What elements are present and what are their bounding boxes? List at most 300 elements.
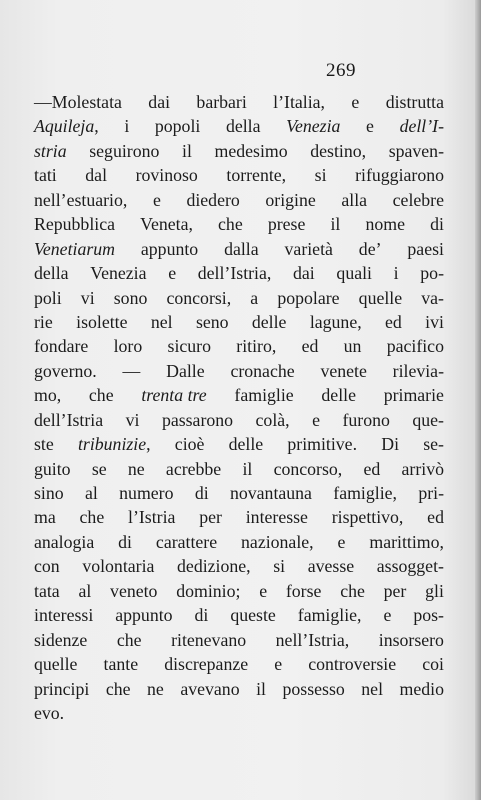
word <box>387 334 444 358</box>
text: seguirono <box>89 140 160 161</box>
word <box>229 432 264 456</box>
text: loro <box>113 336 143 357</box>
word <box>85 163 107 187</box>
text: distrutta <box>385 92 444 112</box>
word <box>156 530 217 554</box>
word <box>115 603 172 627</box>
italic-text: dell’I- <box>399 116 444 137</box>
text: —Molestata <box>34 92 122 112</box>
text: pacifico <box>386 336 444 357</box>
text: della <box>34 263 69 284</box>
word <box>333 481 397 505</box>
word <box>218 212 243 236</box>
text: i <box>124 116 130 137</box>
word <box>427 505 444 529</box>
text: dell’Istria <box>34 409 104 430</box>
word <box>393 188 444 212</box>
text: e <box>168 263 177 284</box>
text: Venezia <box>90 263 147 284</box>
word <box>177 554 251 578</box>
word <box>147 677 164 701</box>
word <box>34 432 54 456</box>
text: alla <box>341 189 368 210</box>
text: Di <box>381 434 400 455</box>
text: per <box>199 507 222 528</box>
word <box>78 432 151 456</box>
word <box>34 286 62 310</box>
word <box>92 457 107 481</box>
word <box>425 310 444 334</box>
text: al <box>84 483 98 503</box>
word <box>34 457 71 481</box>
text: che <box>340 580 365 601</box>
page-edge <box>475 0 481 800</box>
word <box>302 334 319 358</box>
text: venete <box>320 360 367 381</box>
word <box>256 408 290 432</box>
text: spaven- <box>388 140 444 161</box>
text-line <box>34 652 444 676</box>
word <box>196 310 229 334</box>
word <box>196 90 246 114</box>
word <box>198 261 272 285</box>
text: concorsi, <box>166 287 232 308</box>
word <box>175 432 205 456</box>
text: dell’Istria, <box>197 263 272 284</box>
word <box>394 261 399 285</box>
text-line <box>34 114 444 138</box>
text: i <box>393 263 399 284</box>
word <box>118 530 132 554</box>
text: e <box>351 92 360 112</box>
text: barbari <box>196 92 247 112</box>
text-line <box>34 359 444 383</box>
word <box>141 383 206 407</box>
text: ed <box>427 507 444 528</box>
word <box>230 359 294 383</box>
text-line <box>34 677 444 701</box>
word <box>259 579 267 603</box>
text: , <box>146 434 151 455</box>
word <box>34 310 53 334</box>
word <box>226 163 286 187</box>
text: colà, <box>255 409 290 430</box>
word <box>236 334 276 358</box>
text: Veneta, <box>140 214 193 235</box>
text: ne <box>147 678 164 699</box>
text: sidenze <box>34 629 88 650</box>
word <box>351 90 359 114</box>
word <box>171 628 246 652</box>
text: il <box>256 678 266 699</box>
text: novantauna <box>229 483 312 503</box>
word <box>400 114 444 138</box>
word <box>166 457 221 481</box>
word <box>330 212 340 236</box>
text: ritenevano <box>171 629 247 650</box>
word <box>199 505 222 529</box>
text: ed <box>385 311 402 332</box>
word <box>34 334 88 358</box>
word <box>114 334 143 358</box>
text: discrepanze <box>164 654 249 675</box>
word <box>34 212 115 236</box>
text: il <box>242 458 253 479</box>
text: mo, <box>34 385 62 406</box>
text: lagune, <box>309 311 362 332</box>
text-line <box>34 530 444 554</box>
word <box>162 408 233 432</box>
text: rie <box>34 311 53 332</box>
word <box>369 530 444 554</box>
text: principi <box>34 678 90 699</box>
word <box>308 554 354 578</box>
text: cioè <box>174 434 205 455</box>
word <box>117 628 142 652</box>
italic-text: tribunizie <box>77 434 147 455</box>
word <box>359 237 382 261</box>
text: che <box>79 507 105 528</box>
text-line <box>34 310 444 334</box>
word <box>124 114 129 138</box>
word <box>226 114 261 138</box>
text: torrente, <box>226 165 287 186</box>
word <box>151 310 173 334</box>
text: interessi <box>34 605 94 626</box>
word <box>420 261 444 285</box>
text: appunto <box>115 605 173 626</box>
word <box>268 212 306 236</box>
text: dai <box>148 92 171 112</box>
text: avevano <box>180 678 240 699</box>
italic-text: stria <box>34 140 67 161</box>
word <box>359 286 402 310</box>
word <box>412 408 444 432</box>
text: quali <box>336 263 372 284</box>
word <box>34 237 115 261</box>
page-number: 269 <box>326 60 356 81</box>
text: un <box>343 336 362 357</box>
italic-text: Venetiarum <box>34 238 115 259</box>
word <box>80 505 105 529</box>
text: pos- <box>413 605 444 626</box>
text: popoli <box>154 116 201 137</box>
text: insorsero <box>378 629 444 650</box>
word <box>256 677 266 701</box>
text: dal <box>85 165 108 186</box>
text: nell’estuario, <box>34 189 128 210</box>
text: e <box>152 189 161 210</box>
text: medesimo <box>214 140 288 161</box>
text: vi <box>80 287 95 308</box>
text: po- <box>420 263 444 284</box>
text-line <box>34 701 444 725</box>
word <box>34 139 67 163</box>
word <box>34 530 94 554</box>
word <box>176 579 240 603</box>
text-line <box>34 188 444 212</box>
text: veneto <box>110 580 158 601</box>
text-line <box>34 212 444 236</box>
word <box>389 139 444 163</box>
word <box>418 481 444 505</box>
text: ritiro, <box>236 336 277 357</box>
word <box>274 652 282 676</box>
word <box>285 237 333 261</box>
word <box>34 163 57 187</box>
word <box>242 457 252 481</box>
word <box>195 603 209 627</box>
text: il <box>330 214 341 235</box>
text: gli <box>425 580 444 601</box>
text: furono <box>342 409 390 430</box>
text: ivi <box>425 311 444 332</box>
word <box>182 139 192 163</box>
word <box>265 188 315 212</box>
word <box>224 237 259 261</box>
text: quelle <box>358 287 403 308</box>
word <box>114 286 148 310</box>
word <box>273 554 285 578</box>
word <box>274 457 343 481</box>
text: e <box>337 531 346 552</box>
text-line <box>34 286 444 310</box>
text: evo. <box>34 702 65 723</box>
text: famiglie <box>234 385 294 406</box>
word <box>276 628 350 652</box>
word <box>332 505 404 529</box>
text: celebre <box>392 189 444 210</box>
text: e <box>274 654 283 675</box>
text: delle <box>251 311 287 332</box>
text-line <box>34 457 444 481</box>
text-line <box>34 579 444 603</box>
word <box>342 408 389 432</box>
text: coi <box>422 654 444 675</box>
word <box>320 359 366 383</box>
text: marittimo, <box>369 531 444 552</box>
word <box>140 212 193 236</box>
text-line <box>34 603 444 627</box>
word <box>34 554 60 578</box>
text-line <box>34 261 444 285</box>
text: che <box>105 678 131 699</box>
word <box>344 334 362 358</box>
word <box>230 603 275 627</box>
text: se- <box>423 434 444 455</box>
word <box>34 677 89 701</box>
word <box>186 188 239 212</box>
text: di <box>430 214 444 235</box>
word <box>425 579 444 603</box>
text: assogget- <box>376 556 444 577</box>
text: di <box>194 483 209 503</box>
word <box>336 261 372 285</box>
word <box>363 457 380 481</box>
word <box>34 90 122 114</box>
text: se <box>91 458 107 479</box>
text: per <box>383 580 407 601</box>
text: di <box>194 605 209 626</box>
word <box>422 652 444 676</box>
text: concorso, <box>273 458 343 479</box>
word <box>366 114 374 138</box>
text: medio <box>399 678 444 699</box>
text: acrebbe <box>165 458 222 479</box>
text: paesi <box>407 238 444 259</box>
text: che <box>88 385 114 406</box>
text: fondare <box>34 336 89 357</box>
text: e <box>383 605 392 626</box>
text: tante <box>103 654 139 675</box>
word <box>273 90 325 114</box>
word <box>321 383 356 407</box>
word <box>78 579 91 603</box>
text: controversie <box>308 654 397 675</box>
text: e <box>366 116 374 137</box>
word <box>402 457 444 481</box>
text: della <box>225 116 261 137</box>
text-line <box>34 90 444 114</box>
text: a <box>250 287 259 308</box>
text: va- <box>421 287 444 308</box>
word <box>34 579 60 603</box>
word <box>385 310 402 334</box>
text: sino <box>34 483 64 503</box>
text: con <box>34 556 60 577</box>
word <box>34 652 77 676</box>
word <box>215 139 288 163</box>
text: rilevia- <box>392 360 444 381</box>
word <box>287 432 357 456</box>
text-line <box>34 408 444 432</box>
text: avesse <box>307 556 355 577</box>
text: sicuro <box>167 336 211 357</box>
word <box>286 114 340 138</box>
text: nell’Istria, <box>275 629 350 650</box>
word <box>250 286 258 310</box>
text: guito <box>34 458 71 479</box>
text: nome <box>365 214 405 235</box>
text: — <box>122 360 141 381</box>
word <box>141 237 198 261</box>
body-text <box>34 90 444 725</box>
word <box>128 457 145 481</box>
word <box>293 261 315 285</box>
text: quelle <box>34 654 78 675</box>
text: e <box>312 409 320 430</box>
word <box>195 481 209 505</box>
word <box>230 481 312 505</box>
word <box>308 652 396 676</box>
word <box>384 383 444 407</box>
word <box>310 310 362 334</box>
text: nel <box>150 311 173 332</box>
text: dedizione, <box>177 556 251 577</box>
text: rifuggiarono <box>355 165 444 186</box>
word <box>110 579 157 603</box>
text: origine <box>265 189 316 210</box>
text: primarie <box>383 385 444 406</box>
word <box>85 481 98 505</box>
text: che <box>116 629 142 650</box>
text: famiglie, <box>297 605 362 626</box>
text: pri- <box>418 483 444 503</box>
text: sono <box>113 287 148 308</box>
word <box>76 310 127 334</box>
word <box>34 408 103 432</box>
word <box>123 359 141 383</box>
text: si <box>273 556 286 577</box>
text: dai <box>293 263 315 284</box>
text: dalla <box>224 238 259 259</box>
text: il <box>182 140 192 161</box>
word <box>34 481 64 505</box>
word <box>166 286 231 310</box>
word <box>148 90 170 114</box>
text: prese <box>267 214 306 235</box>
text: volontaria <box>82 556 155 577</box>
word <box>34 359 97 383</box>
text: varietà <box>284 238 333 259</box>
text-line <box>34 163 444 187</box>
text-line <box>34 334 444 358</box>
text: possesso <box>282 678 345 699</box>
word <box>90 261 146 285</box>
word <box>89 139 159 163</box>
word <box>34 383 61 407</box>
text: l’Istria <box>128 507 176 528</box>
text-line <box>34 554 444 578</box>
text: ste <box>34 434 54 455</box>
word <box>34 188 127 212</box>
text: carattere <box>155 531 218 552</box>
word <box>136 163 198 187</box>
word <box>180 677 239 701</box>
text: ed <box>301 336 319 357</box>
text-line <box>34 139 444 163</box>
word <box>153 188 161 212</box>
text: cronache <box>230 360 295 381</box>
word <box>407 237 444 261</box>
word <box>298 603 362 627</box>
text: que- <box>412 409 444 430</box>
text: che <box>218 214 243 235</box>
word <box>34 261 69 285</box>
text-line <box>34 481 444 505</box>
word <box>338 530 346 554</box>
italic-text: trenta tre <box>141 385 207 406</box>
word <box>384 579 407 603</box>
text: rovinoso <box>135 165 198 186</box>
text: popolare <box>277 287 340 308</box>
word <box>361 677 383 701</box>
word <box>119 481 173 505</box>
word <box>104 652 139 676</box>
word <box>393 359 444 383</box>
word <box>340 579 365 603</box>
word <box>34 701 64 725</box>
word <box>168 334 211 358</box>
text: governo. <box>34 360 97 381</box>
word <box>421 286 444 310</box>
word <box>379 628 444 652</box>
text: ne <box>127 458 145 479</box>
word <box>315 163 327 187</box>
word <box>34 628 87 652</box>
text-line <box>34 628 444 652</box>
text: Dalle <box>166 360 205 381</box>
